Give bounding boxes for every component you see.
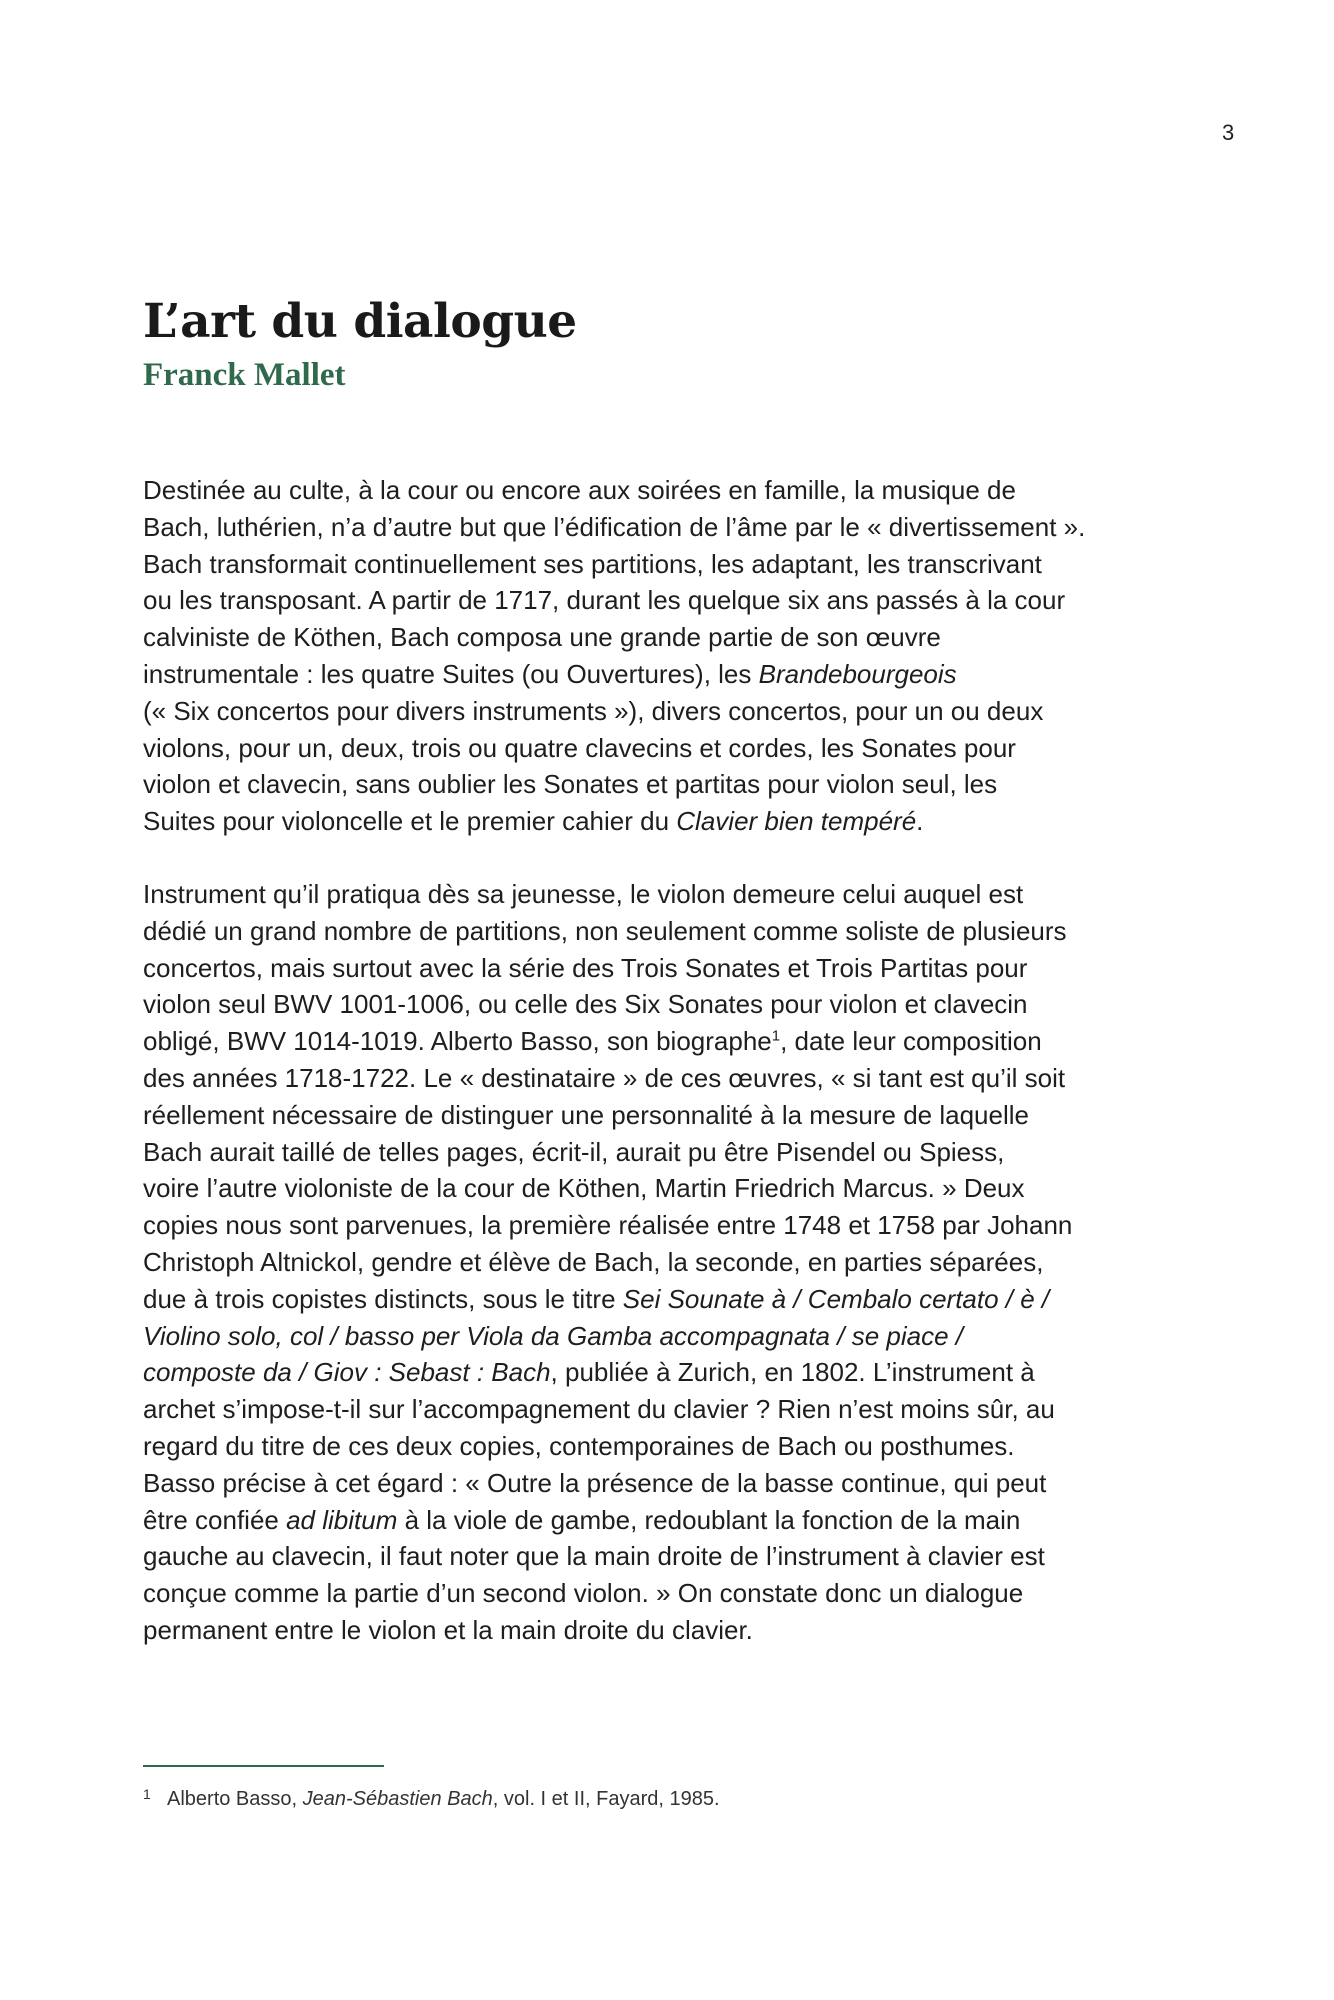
text-line: violon seul BWV 1001-1006, ou celle des Six Sonates pour violon et clavecin: [143, 989, 1028, 1020]
text-segment: due à trois copistes distincts, sous le titre: [143, 1283, 623, 1314]
text-line: [143, 1318, 1203, 1355]
article-author: Franck Mallet: [143, 357, 346, 393]
text-line: copies nous sont parvenues, la première réalisée entre 1748 et 1758 par Johann: [143, 1210, 1073, 1241]
text-line: Christoph Altnickol, gendre et élève de Bach, la seconde, en parties séparées,: [143, 1246, 1044, 1277]
footnote-text-before: Alberto Basso,: [167, 1788, 303, 1810]
text-line: [143, 1354, 1203, 1391]
text-line: voire l’autre violoniste de la cour de Köthen, Martin Friedrich Marcus. » Deux: [143, 1173, 1025, 1204]
italic-title: Clavier bien tempéré: [676, 806, 917, 837]
text-line: des années 1718-1722. Le « destinataire » de ces œuvres, « si tant est qu’il soit: [143, 1062, 1066, 1093]
text-segment: , publiée à Zurich, en 1802. L’instrument à: [550, 1357, 1035, 1388]
paragraph: [143, 472, 1203, 840]
text-segment: instrumentale : les quatre Suites (ou Ouvertures), les: [143, 658, 759, 689]
text-line: réellement nécessaire de distinguer une personnalité à la mesure de laquelle: [143, 1099, 1029, 1130]
footnote-text-after: , vol. I et II, Fayard, 1985.: [492, 1788, 720, 1810]
text-line: regard du titre de ces deux copies, contemporaines de Bach ou posthumes.: [143, 1430, 1015, 1461]
footnote-reference[interactable]: 1: [771, 1027, 781, 1045]
text-line: archet s’impose-t-il sur l’accompagnement du clavier ? Rien n’est moins sûr, au: [143, 1394, 1055, 1425]
text-segment: être confiée: [143, 1504, 287, 1535]
text-line: conçue comme la partie d’un second violon. » On constate donc un dialogue: [143, 1578, 1024, 1609]
text-line: Bach, luthérien, n’a d’autre but que l’édification de l’âme par le « divertissement ».: [143, 511, 1086, 542]
paragraph: [143, 876, 1203, 1649]
text-line: dédié un grand nombre de partitions, non seulement comme soliste de plusieurs: [143, 915, 1067, 946]
footnote: [143, 1780, 1143, 1813]
text-line: calviniste de Köthen, Bach composa une grande partie de son œuvre: [143, 622, 941, 653]
text-line: concertos, mais surtout avec la série des Trois Sonates et Trois Partitas pour: [143, 952, 1028, 983]
italic-title: composte da / Giov : Sebast : Bach: [143, 1357, 551, 1388]
text-segment: , date leur composition: [780, 1026, 1042, 1057]
text-line: violon et clavecin, sans oublier les Sonates et partitas pour violon seul, les: [143, 769, 998, 800]
text-line: [143, 1502, 1203, 1539]
article-body: [143, 472, 1203, 1649]
text-line: (« Six concertos pour divers instruments »), divers concertos, pour un ou deux: [143, 695, 1044, 726]
text-line: ou les transposant. A partir de 1717, durant les quelque six ans passés à la cour: [143, 585, 1066, 616]
text-segment: Suites pour violoncelle et le premier cahier du: [143, 806, 677, 837]
footnote-number: 1: [143, 1786, 151, 1802]
text-line: Bach aurait taillé de telles pages, écrit-il, aurait pu être Pisendel ou Spiess,: [143, 1136, 1005, 1167]
italic-title: Sei Sounate à / Cembalo certato / è /: [622, 1283, 1050, 1314]
text-line: Basso précise à cet égard : « Outre la présence de la basse continue, qui peut: [143, 1467, 1047, 1498]
text-line: [143, 1281, 1203, 1318]
text-line: [143, 803, 1203, 840]
text-line: Instrument qu’il pratiqua dès sa jeunesse, le violon demeure celui auquel est: [143, 878, 1024, 909]
text-line: violons, pour un, deux, trois ou quatre clavecins et cordes, les Sonates pour: [143, 732, 1016, 763]
text-segment: obligé, BWV 1014-1019. Alberto Basso, son biographe: [143, 1026, 772, 1057]
text-segment: .: [916, 806, 924, 837]
article-title: L’art du dialogue: [143, 294, 577, 349]
text-line: gauche au clavecin, il faut noter que la main droite de l’instrument à clavier est: [143, 1541, 1045, 1572]
text-line: Bach transformait continuellement ses partitions, les adaptant, les transcrivant: [143, 548, 1042, 579]
page-number: 3: [1222, 120, 1235, 145]
text-line: [143, 1023, 1203, 1060]
footnote-divider: [143, 1765, 384, 1767]
text-line: Destinée au culte, à la cour ou encore aux soirées en famille, la musique de: [143, 475, 1016, 505]
italic-title: ad libitum: [286, 1504, 398, 1535]
footnote-book-title: Jean-Sébastien Bach: [302, 1788, 493, 1810]
italic-title: Violino solo, col / basso per Viola da Gamba accompagnata / se piace /: [143, 1320, 963, 1351]
text-line: permanent entre le violon et la main droite du clavier.: [143, 1614, 753, 1645]
text-segment: à la viole de gambe, redoublant la fonction de la main: [397, 1504, 1021, 1535]
text-line: [143, 656, 1203, 693]
italic-title: Brandebourgeois: [758, 658, 957, 689]
